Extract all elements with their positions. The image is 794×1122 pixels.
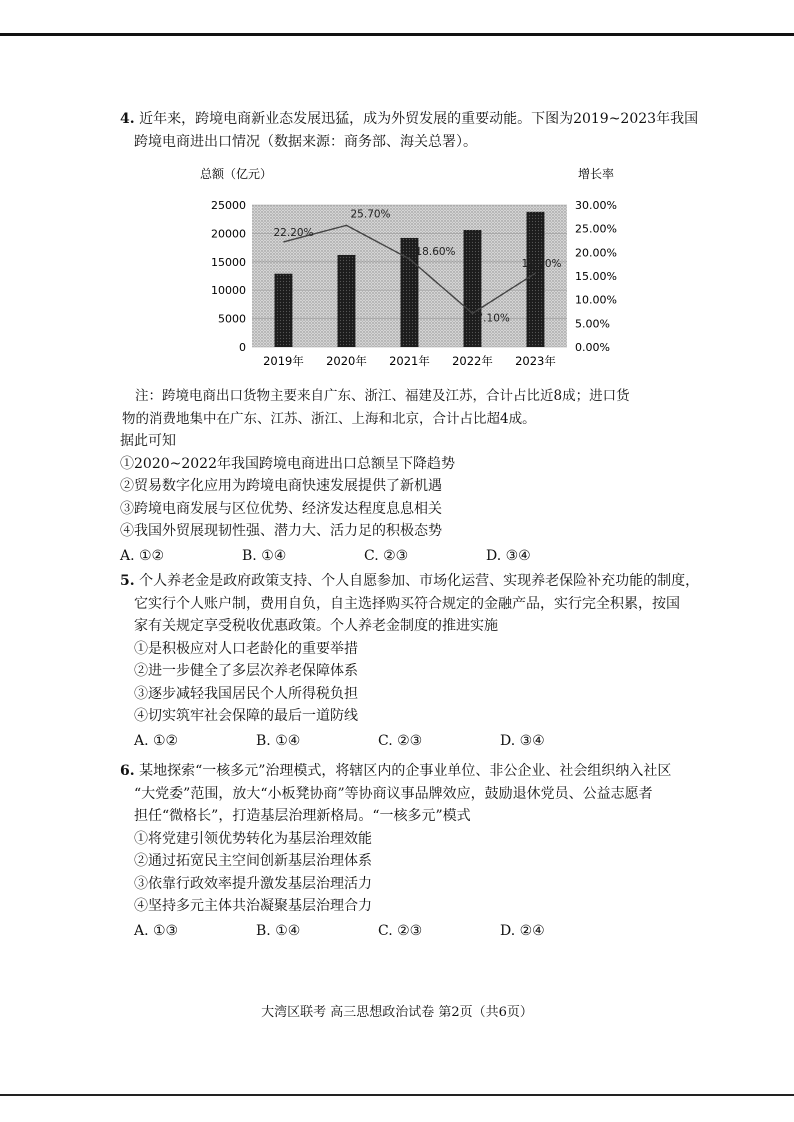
statement-4: ④切实筑牢社会保障的最后一道防线	[134, 708, 358, 724]
option-d[interactable]: D. ②④	[500, 922, 545, 939]
page-footer: 大湾区联考 高三思想政治试卷 第2页（共6页）	[261, 1005, 533, 1020]
left-tick-label: 5000	[218, 312, 246, 326]
option-a[interactable]: A. ①③	[134, 922, 179, 939]
x-tick-label: 2020年	[326, 354, 367, 368]
left-tick-label: 15000	[211, 255, 246, 269]
lead-text: 据此可知	[120, 433, 176, 449]
question-number: 5.	[120, 573, 135, 589]
right-tick-label: 20.00%	[575, 246, 617, 260]
question-number: 6.	[120, 763, 135, 779]
right-tick-label: 10.00%	[575, 293, 617, 307]
option-d[interactable]: D. ③④	[486, 547, 531, 564]
right-axis-title: 增长率	[578, 167, 615, 181]
question-4-choices	[120, 430, 690, 567]
note-line: 物的消费地集中在广东、江苏、浙江、上海和北京，合计占比超4成。	[122, 410, 536, 427]
x-tick-label: 2021年	[389, 354, 430, 368]
stem-line: “大党委”范围，放大“小板凳协商”等协商议事品牌效应，鼓励退休党员、公益志愿者	[134, 785, 653, 802]
question-4-stem	[120, 108, 699, 153]
statement-4: ④我国外贸展现韧性强、潜力大、活力足的积极态势	[120, 523, 442, 539]
statement-1: ①是积极应对人口老龄化的重要举措	[134, 640, 358, 657]
note-line: 注：跨境电商出口货物主要来自广东、浙江、福建及江苏，合计占比近8成；进口货	[135, 388, 630, 404]
statement-2: ②贸易数字化应用为跨境电商快速发展提供了新机遇	[120, 478, 442, 494]
option-c[interactable]: C. ②③	[378, 922, 423, 939]
growth-data-label: 18.60%	[415, 245, 456, 258]
top-border-rule	[0, 33, 794, 36]
left-axis-title: 总额（亿元）	[200, 167, 273, 181]
bar-2022年	[464, 230, 482, 347]
stem-line: 跨境电商进出口情况（数据来源：商务部、海关总署）。	[134, 133, 477, 150]
statement-2: ②通过拓宽民主空间创新基层治理体系	[134, 853, 372, 869]
statement-1: ①将党建引领优势转化为基层治理效能	[134, 830, 372, 847]
question-number: 4.	[120, 111, 135, 127]
option-b[interactable]: B. ①④	[242, 547, 287, 564]
question-6	[120, 760, 690, 942]
right-tick-label: 0.00%	[575, 341, 610, 354]
statement-1: ①2020~2022年我国跨境电商进出口总额呈下降趋势	[120, 455, 455, 472]
option-c[interactable]: C. ②③	[378, 732, 423, 749]
statement-2: ②进一步健全了多层次养老保障体系	[134, 663, 358, 679]
right-tick-label: 30.00%	[575, 199, 617, 212]
x-tick-label: 2022年	[452, 354, 493, 368]
option-a[interactable]: A. ①②	[120, 547, 165, 564]
stem-line: 近年来，跨境电商新业态发展迅猛，成为外贸发展的重要动能。下图为2019~2023年我国	[139, 111, 699, 127]
stem-line: 某地探索“一核多元”治理模式，将辖区内的企事业单位、非公企业、社会组织纳入社区	[139, 763, 672, 779]
option-c[interactable]: C. ②③	[364, 547, 409, 564]
bar-2023年	[527, 212, 545, 347]
left-tick-label: 20000	[211, 227, 246, 241]
chart-note	[122, 385, 695, 430]
right-tick-label: 25.00%	[575, 222, 617, 236]
x-tick-label: 2023年	[515, 354, 556, 368]
right-tick-label: 5.00%	[575, 317, 610, 331]
statement-3: ③跨境电商发展与区位优势、经济发达程度息息相关	[120, 500, 442, 517]
x-tick-label: 2019年	[263, 354, 304, 368]
option-b[interactable]: B. ①④	[256, 922, 301, 939]
stem-line: 它实行个人账户制，费用自负，自主选择购买符合规定的金融产品，实行完全积累，按国	[134, 595, 680, 612]
option-d[interactable]: D. ③④	[500, 732, 545, 749]
bar-2019年	[275, 274, 293, 347]
growth-data-label: 22.20%	[273, 226, 314, 239]
left-tick-label: 25000	[211, 199, 246, 212]
left-tick-label: 10000	[211, 284, 246, 298]
left-tick-label: 0	[239, 341, 246, 354]
statement-3: ③逐步减轻我国居民个人所得税负担	[134, 685, 358, 702]
stem-line: 家有关规定享受税收优惠政策。个人养老金制度的推进实施	[134, 618, 498, 634]
stem-line: 担任“微格长”，打造基层治理新格局。“一核多元”模式	[134, 808, 471, 824]
question-5	[120, 570, 700, 752]
statement-3: ③依靠行政效率提升激发基层治理活力	[134, 875, 372, 892]
cross-border-ecommerce-chart	[192, 160, 632, 375]
statement-4: ④坚持多元主体共治凝聚基层治理合力	[134, 898, 372, 914]
stem-line: 个人养老金是政府政策支持、个人自愿参加、市场化运营、实现养老保险补充功能的制度，	[139, 573, 700, 589]
bottom-border-rule	[0, 1094, 794, 1096]
option-a[interactable]: A. ①②	[134, 732, 179, 749]
growth-data-label: 25.70%	[350, 208, 391, 221]
growth-data-label: 7.10%	[476, 312, 510, 325]
bar-2020年	[338, 255, 356, 347]
right-tick-label: 15.00%	[575, 270, 617, 283]
option-b[interactable]: B. ①④	[256, 732, 301, 749]
growth-data-label: 15.60%	[521, 258, 562, 271]
